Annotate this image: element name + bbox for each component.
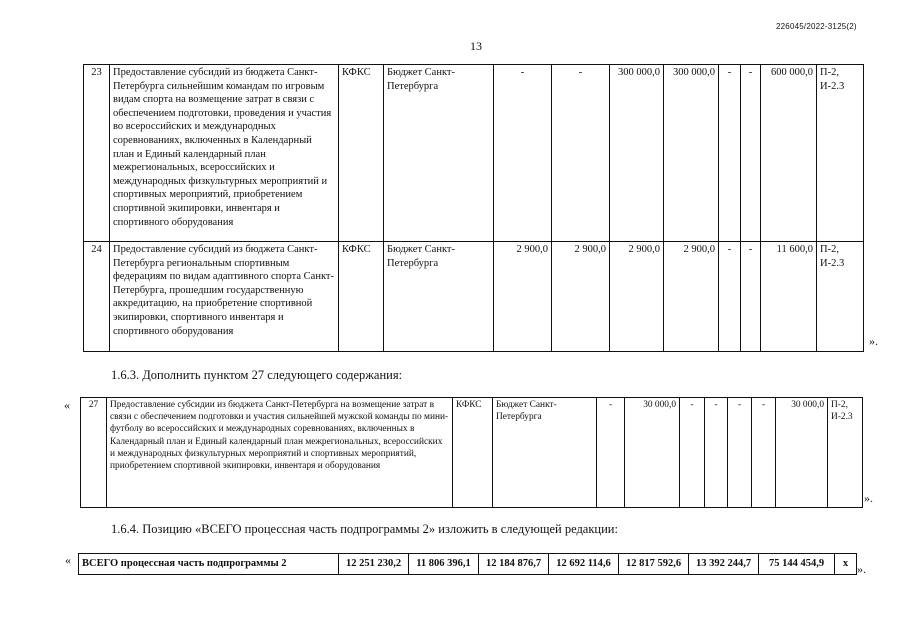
amount-year-4: - [705,398,728,508]
executor-cell: КФКС [339,242,384,352]
amount-year-1: 2 900,0 [494,242,552,352]
executor-cell: КФКС [453,398,493,508]
amount-year-3: 2 900,0 [610,242,664,352]
total-year-3: 12 184 876,7 [479,554,549,575]
document-id: 226045/2022-3125(2) [776,22,857,31]
total-year-5: 12 817 592,6 [619,554,689,575]
total-amount: 30 000,0 [776,398,828,508]
paragraph-1-6-3: 1.6.3. Дополнить пунктом 27 следующего содержания: [111,368,403,382]
amount-year-2: - [552,65,610,242]
amount-year-5: - [719,242,741,352]
row-number: 23 [84,65,110,242]
total-year-1: 12 251 230,2 [339,554,409,575]
activity-description: Предоставление субсидий из бюджета Санкт-Петербурга сильнейшим командам по игровым видам спорта на возмещение затрат в связи с обеспечением подготовки, проведения и участия во всероссийских и международных соревнованиях, включенных в Календарный план и Единый календарный план межрегиональных, всероссийских и международных физкультурных мероприятий и спортивных мероприятий, приобретением спортивной экипировки, инвентаря и спортивного оборудования [110,65,339,242]
table-row [81,398,863,508]
amount-year-5: - [719,65,741,242]
indicator-mark: х [835,554,857,575]
executor-cell: КФКС [339,65,384,242]
amount-year-4: 2 900,0 [664,242,719,352]
amount-year-2: 2 900,0 [552,242,610,352]
total-amount: 11 600,0 [761,242,817,352]
amount-year-6: - [741,242,761,352]
amount-year-2: 30 000,0 [625,398,680,508]
opening-quote: « [64,398,70,412]
table-row [84,242,864,352]
funding-source-cell: Бюджет Санкт-Петербурга [384,65,494,242]
new-item-table [80,397,863,508]
total-year-4: 12 692 114,6 [549,554,619,575]
indicator-cell: П-2, И-2.3 [828,398,863,508]
program-table-part [83,64,864,352]
amount-year-1: - [597,398,625,508]
amount-year-3: - [680,398,705,508]
amount-year-3: 300 000,0 [610,65,664,242]
amount-year-5: - [728,398,752,508]
amount-year-6: - [741,65,761,242]
activity-description: Предоставление субсидии из бюджета Санкт-Петербурга на возмещение затрат в связи с обеспечением подготовки и участия сильнейшей мужской команды по мини-футболу во всероссийских и международных соревнованиях, включенных в Календарный план и Единый календарный план межрегиональных, всероссийских и международных физкультурных мероприятий и спортивных мероприятий, приобретением спортивной экипировки, инвентаря и оборудования [107,398,453,508]
row-number: 27 [81,398,107,508]
table-row [79,554,857,575]
total-year-6: 13 392 244,7 [689,554,759,575]
table-row [84,65,864,242]
paragraph-1-6-4: 1.6.4. Позицию «ВСЕГО процессная часть подпрограммы 2» изложить в следующей редакции: [111,522,618,536]
closing-quote: ». [864,491,873,505]
activity-description: Предоставление субсидий из бюджета Санкт-Петербурга региональным спортивным федерациям по видам адаптивного спорта Санкт-Петербурга, прошедшим государственную аккредитацию, на приобретение спортивной экипировки, спортивного инвентаря и спортивного оборудования [110,242,339,352]
funding-source-cell: Бюджет Санкт-Петербурга [493,398,597,508]
total-label: ВСЕГО процессная часть подпрограммы 2 [79,554,339,575]
amount-year-6: - [752,398,776,508]
closing-quote: ». [869,334,878,348]
row-number: 24 [84,242,110,352]
total-amount: 600 000,0 [761,65,817,242]
page-number: 13 [470,39,482,53]
opening-quote: « [65,553,71,567]
total-row-table [78,553,857,575]
funding-source-cell: Бюджет Санкт-Петербурга [384,242,494,352]
indicator-cell: П-2, И-2.3 [817,242,864,352]
indicator-cell: П-2, И-2.3 [817,65,864,242]
total-year-2: 11 806 396,1 [409,554,479,575]
closing-quote: ». [857,562,866,576]
grand-total: 75 144 454,9 [759,554,835,575]
amount-year-1: - [494,65,552,242]
amount-year-4: 300 000,0 [664,65,719,242]
